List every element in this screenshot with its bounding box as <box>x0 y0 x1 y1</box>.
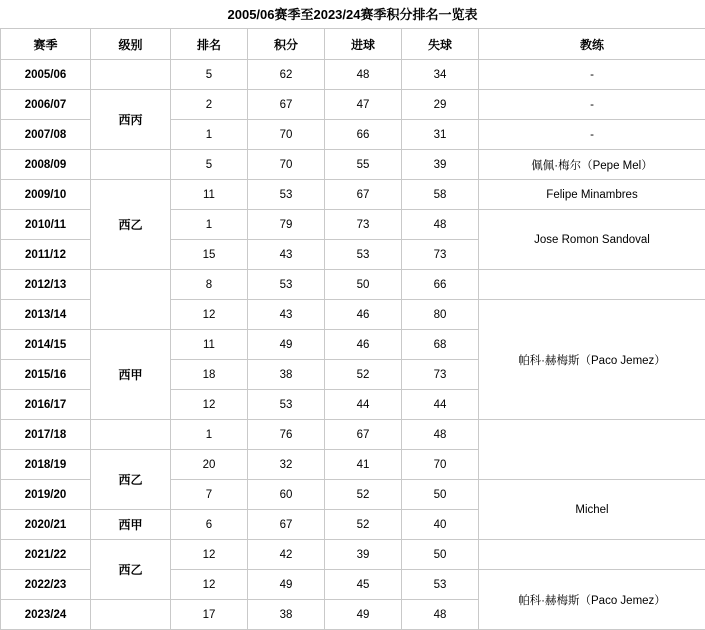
cell-goals-against: 39 <box>402 150 479 180</box>
cell-level: 西甲 <box>91 330 171 420</box>
cell-goals-for: 67 <box>325 180 402 210</box>
cell-goals-against: 50 <box>402 540 479 570</box>
cell-rank: 17 <box>171 600 248 630</box>
cell-goals-for: 47 <box>325 90 402 120</box>
cell-goals-against: 66 <box>402 270 479 300</box>
cell-season: 2020/21 <box>1 510 91 540</box>
cell-points: 53 <box>248 270 325 300</box>
cell-season: 2023/24 <box>1 600 91 630</box>
cell-goals-for: 55 <box>325 150 402 180</box>
cell-season: 2012/13 <box>1 270 91 300</box>
cell-goals-for: 49 <box>325 600 402 630</box>
standings-table <box>0 28 705 630</box>
cell-goals-against: 48 <box>402 420 479 450</box>
cell-season: 2017/18 <box>1 420 91 450</box>
cell-level: 西甲 <box>91 510 171 540</box>
cell-coach: 帕科·赫梅斯（Paco Jemez） <box>479 300 705 420</box>
cell-goals-for: 52 <box>325 360 402 390</box>
cell-rank: 1 <box>171 120 248 150</box>
cell-coach <box>479 540 705 570</box>
cell-rank: 15 <box>171 240 248 270</box>
column-header-season: 赛季 <box>1 29 91 60</box>
cell-rank: 11 <box>171 180 248 210</box>
cell-points: 67 <box>248 510 325 540</box>
cell-points: 53 <box>248 180 325 210</box>
cell-level: 西乙 <box>91 540 171 600</box>
cell-season: 2008/09 <box>1 150 91 180</box>
cell-goals-for: 39 <box>325 540 402 570</box>
cell-points: 67 <box>248 90 325 120</box>
cell-rank: 6 <box>171 510 248 540</box>
cell-rank: 12 <box>171 540 248 570</box>
cell-rank: 2 <box>171 90 248 120</box>
cell-coach: - <box>479 90 705 120</box>
cell-coach <box>479 270 705 300</box>
cell-coach: - <box>479 120 705 150</box>
cell-level <box>91 270 171 330</box>
cell-points: 49 <box>248 330 325 360</box>
column-header-goals-for: 进球 <box>325 29 402 60</box>
cell-goals-against: 31 <box>402 120 479 150</box>
cell-goals-for: 41 <box>325 450 402 480</box>
cell-goals-for: 53 <box>325 240 402 270</box>
cell-goals-for: 52 <box>325 510 402 540</box>
cell-goals-against: 58 <box>402 180 479 210</box>
cell-season: 2018/19 <box>1 450 91 480</box>
cell-rank: 11 <box>171 330 248 360</box>
cell-points: 70 <box>248 150 325 180</box>
cell-goals-for: 52 <box>325 480 402 510</box>
table-header-row <box>1 29 705 60</box>
cell-points: 70 <box>248 120 325 150</box>
cell-rank: 18 <box>171 360 248 390</box>
cell-season: 2010/11 <box>1 210 91 240</box>
cell-coach: Jose Romon Sandoval <box>479 210 705 270</box>
cell-goals-against: 29 <box>402 90 479 120</box>
cell-level <box>91 60 171 90</box>
table-row <box>1 540 705 570</box>
cell-goals-for: 46 <box>325 300 402 330</box>
cell-goals-for: 48 <box>325 60 402 90</box>
cell-goals-for: 73 <box>325 210 402 240</box>
cell-goals-against: 40 <box>402 510 479 540</box>
cell-level <box>91 420 171 450</box>
cell-rank: 8 <box>171 270 248 300</box>
cell-points: 38 <box>248 360 325 390</box>
cell-coach: Michel <box>479 480 705 540</box>
column-header-coach: 教练 <box>479 29 705 60</box>
cell-coach <box>479 420 705 480</box>
cell-level: 西乙 <box>91 180 171 270</box>
page-title: 2005/06赛季至2023/24赛季积分排名一览表 <box>0 0 705 28</box>
table-row <box>1 420 705 450</box>
table-body <box>1 60 705 630</box>
column-header-level: 级别 <box>91 29 171 60</box>
cell-season: 2011/12 <box>1 240 91 270</box>
cell-coach: Felipe Minambres <box>479 180 705 210</box>
cell-coach: - <box>479 60 705 90</box>
cell-goals-against: 48 <box>402 210 479 240</box>
cell-goals-against: 73 <box>402 360 479 390</box>
cell-season: 2014/15 <box>1 330 91 360</box>
cell-goals-for: 50 <box>325 270 402 300</box>
cell-level <box>91 600 171 630</box>
cell-rank: 20 <box>171 450 248 480</box>
cell-rank: 5 <box>171 150 248 180</box>
cell-rank: 7 <box>171 480 248 510</box>
cell-points: 43 <box>248 300 325 330</box>
cell-season: 2015/16 <box>1 360 91 390</box>
cell-goals-against: 48 <box>402 600 479 630</box>
cell-points: 38 <box>248 600 325 630</box>
cell-goals-against: 70 <box>402 450 479 480</box>
cell-points: 49 <box>248 570 325 600</box>
cell-season: 2006/07 <box>1 90 91 120</box>
table-row <box>1 150 705 180</box>
cell-level: 西乙 <box>91 450 171 510</box>
column-header-rank: 排名 <box>171 29 248 60</box>
cell-rank: 5 <box>171 60 248 90</box>
cell-points: 60 <box>248 480 325 510</box>
column-header-goals-against: 失球 <box>402 29 479 60</box>
cell-season: 2016/17 <box>1 390 91 420</box>
cell-season: 2009/10 <box>1 180 91 210</box>
table-row <box>1 90 705 120</box>
cell-goals-against: 73 <box>402 240 479 270</box>
cell-rank: 1 <box>171 210 248 240</box>
cell-season: 2021/22 <box>1 540 91 570</box>
table-row <box>1 180 705 210</box>
cell-goals-against: 53 <box>402 570 479 600</box>
cell-points: 79 <box>248 210 325 240</box>
cell-season: 2007/08 <box>1 120 91 150</box>
cell-goals-against: 68 <box>402 330 479 360</box>
cell-points: 42 <box>248 540 325 570</box>
cell-goals-against: 44 <box>402 390 479 420</box>
column-header-points: 积分 <box>248 29 325 60</box>
table-row <box>1 60 705 90</box>
cell-level: 西丙 <box>91 90 171 150</box>
cell-points: 53 <box>248 390 325 420</box>
cell-goals-against: 80 <box>402 300 479 330</box>
cell-goals-for: 46 <box>325 330 402 360</box>
cell-points: 32 <box>248 450 325 480</box>
cell-season: 2013/14 <box>1 300 91 330</box>
cell-rank: 12 <box>171 570 248 600</box>
cell-goals-for: 45 <box>325 570 402 600</box>
cell-goals-for: 66 <box>325 120 402 150</box>
cell-coach: 帕科·赫梅斯（Paco Jemez） <box>479 570 705 630</box>
cell-season: 2019/20 <box>1 480 91 510</box>
table-row <box>1 270 705 300</box>
cell-rank: 12 <box>171 300 248 330</box>
cell-season: 2022/23 <box>1 570 91 600</box>
cell-season: 2005/06 <box>1 60 91 90</box>
cell-points: 62 <box>248 60 325 90</box>
cell-goals-against: 34 <box>402 60 479 90</box>
cell-coach: 佩佩·梅尔（Pepe Mel） <box>479 150 705 180</box>
cell-rank: 12 <box>171 390 248 420</box>
cell-points: 43 <box>248 240 325 270</box>
cell-goals-for: 67 <box>325 420 402 450</box>
cell-level <box>91 150 171 180</box>
cell-goals-against: 50 <box>402 480 479 510</box>
cell-rank: 1 <box>171 420 248 450</box>
cell-points: 76 <box>248 420 325 450</box>
cell-goals-for: 44 <box>325 390 402 420</box>
